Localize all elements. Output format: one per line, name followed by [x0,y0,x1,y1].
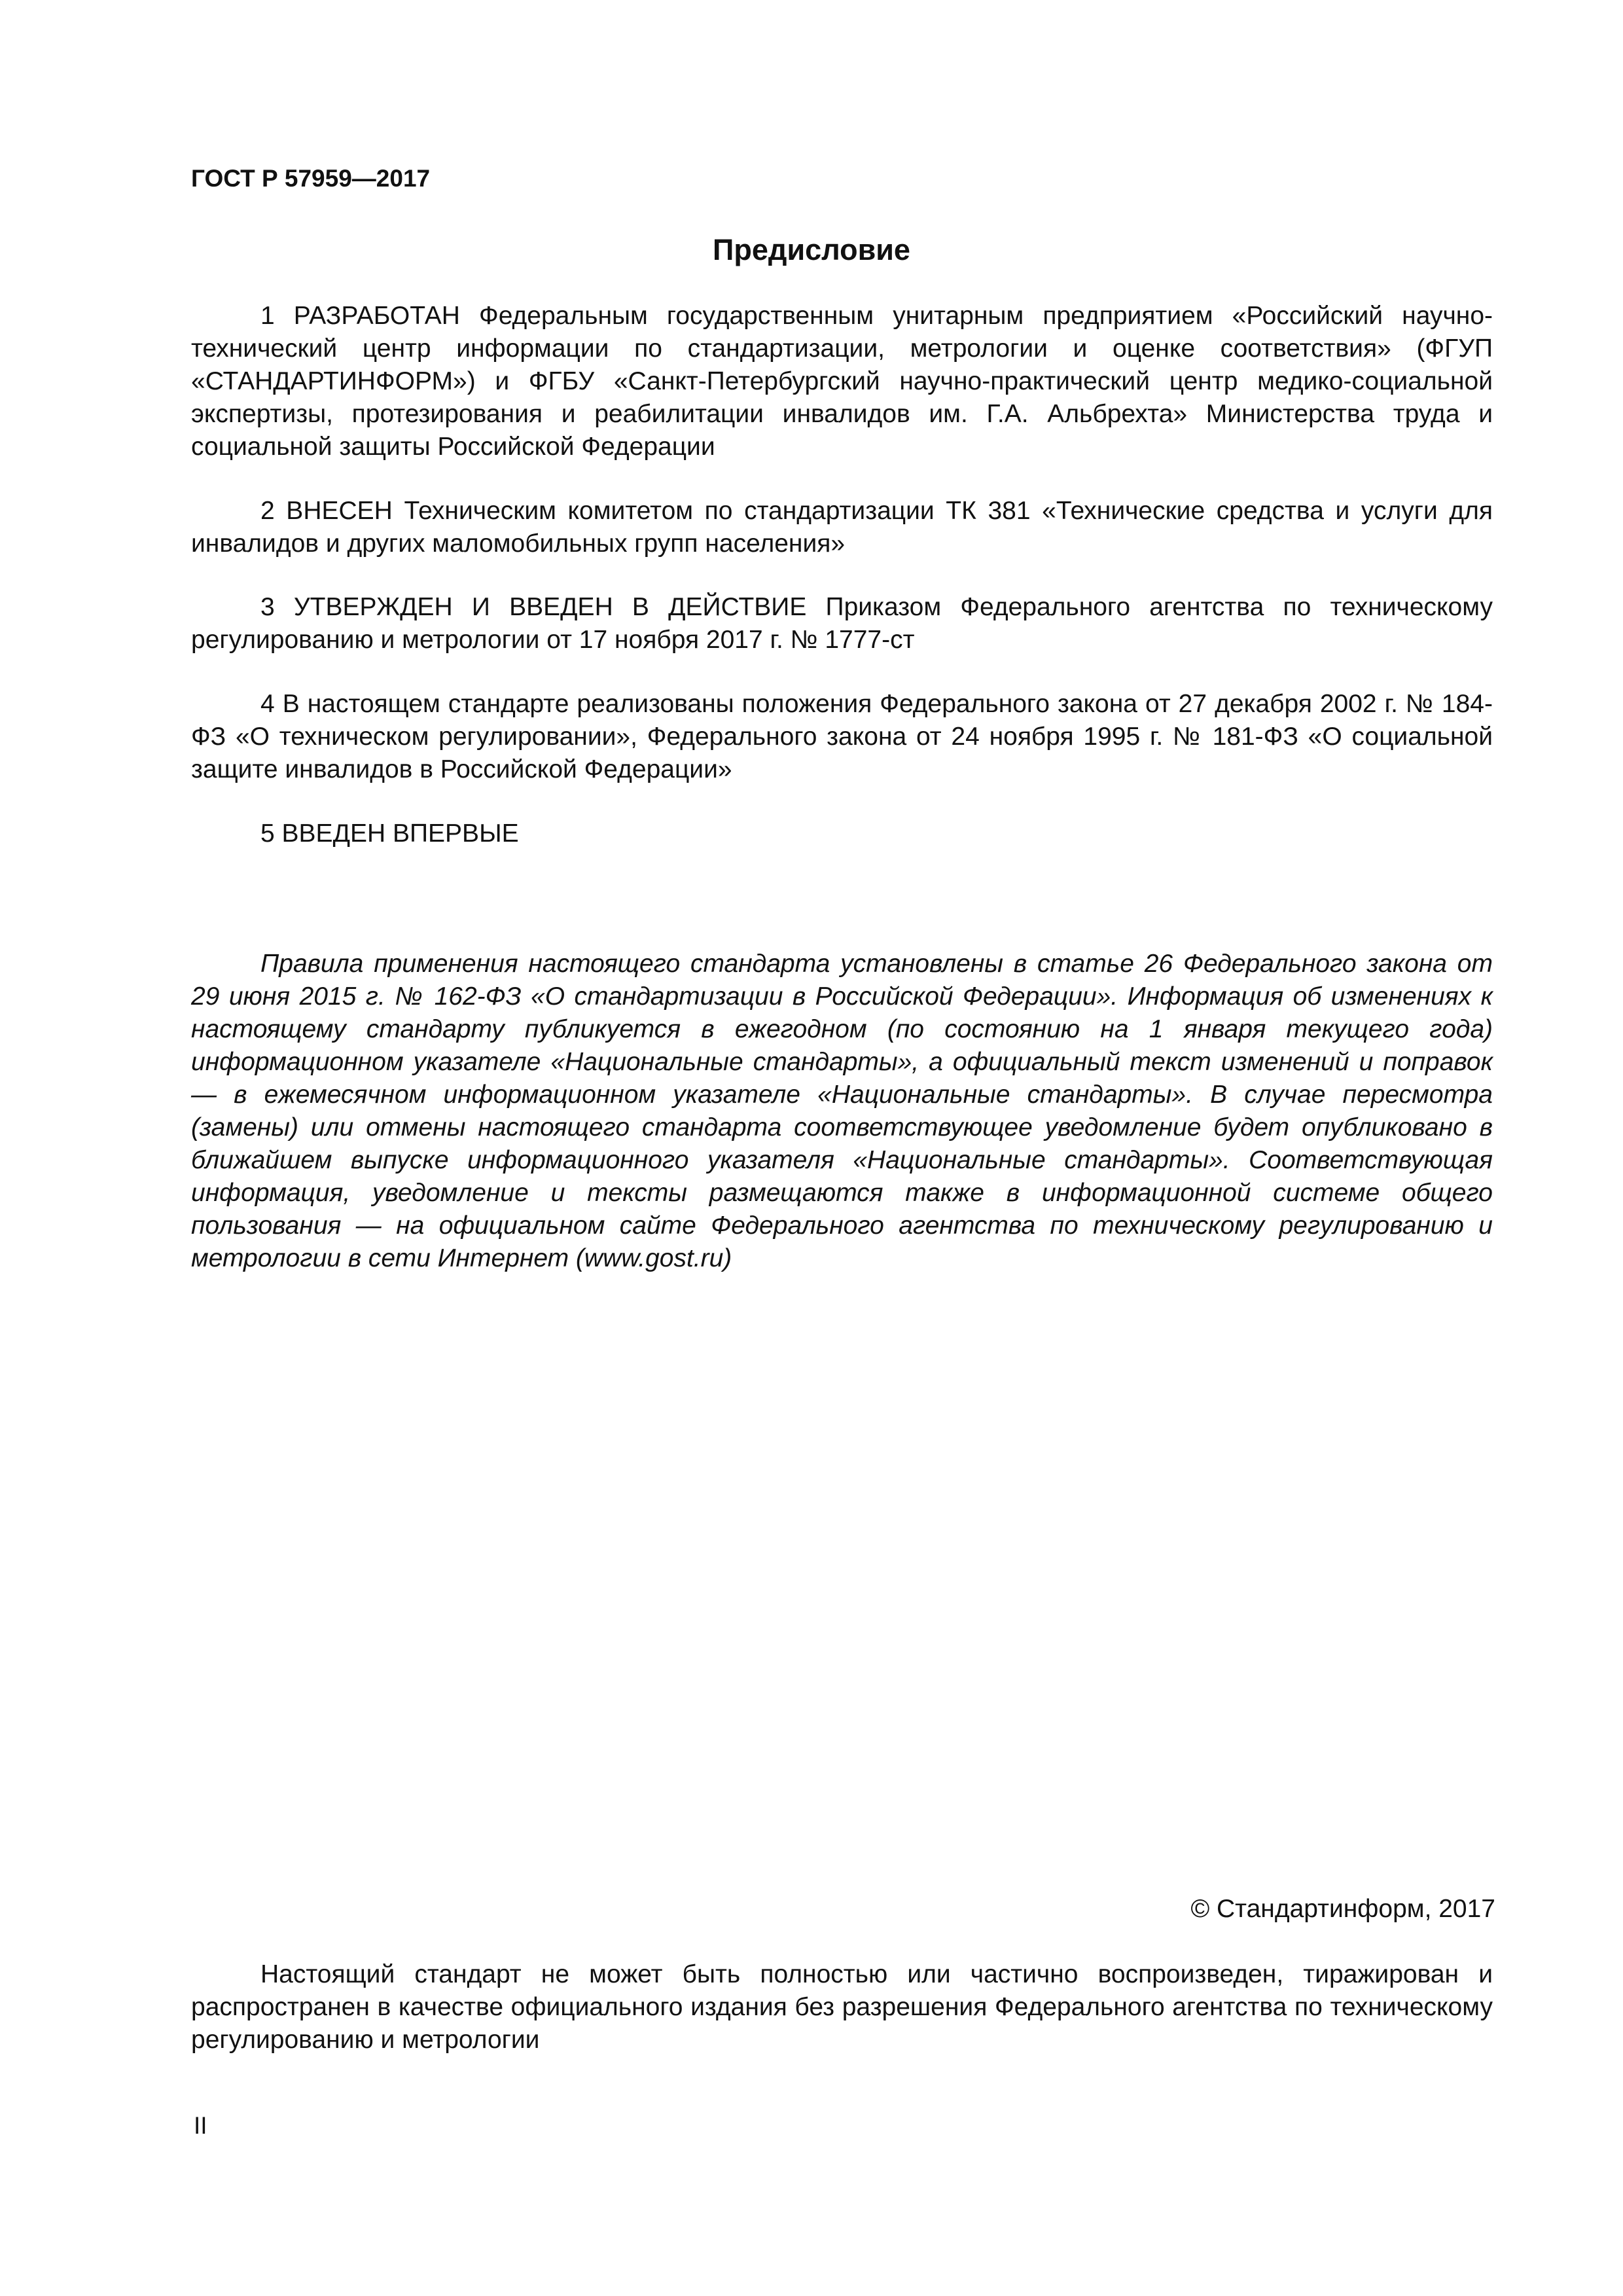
page-title: Предисловие [713,233,910,266]
foreword-item-2: 2 ВНЕСЕН Техническим комитетом по стандартизации ТК 381 «Технические средства и услуги для инвалидов и других маломобильных групп населения» [191,497,1493,558]
foreword-item-4: 4 В настоящем стандарте реализованы положения Федерального закона от 27 декабря 2002 г. № 184-ФЗ «О техническом регулировании», Федерального закона от 24 ноября 1995 г. № 181-ФЗ «О социальной защите инвалидов в Российской Федерации» [191,690,1493,783]
reproduction-notice: Настоящий стандарт не может быть полностью или частично воспроизведен, тиражирован и распространен в качестве официального издания без разрешения Федерального агентства по техническому регулированию и метрологии [191,1960,1493,2054]
copyright-notice: © Стандартинформ, 2017 [1190,1895,1495,1923]
rules-notice: Правила применения настоящего стандарта установлены в статье 26 Федерального закона от 29 июня 2015 г. № 162-ФЗ «О стандартизации в Российской Федерации». Информация об изменениях к настоящему стандарту публикуется в ежегодном (по состоянию на 1 января текущего года) информационном указателе «Национальные стандарты», а официальный текст изменений и поправок — в ежемесячном информационном указателе «Национальные стандарты». В случае пересмотра (замены) или отмены настоящего стандарта соответствующее уведомление будет опубликовано в ближайшем выпуске информационного указателя «Национальные стандарты». Соответствующая информация, уведомление и тексты размещаются также в информационной системе общего пользования — на официальном сайте Федерального агентства по техническому регулированию и метрологии в сети Интернет (www.gost.ru) [191,950,1493,1272]
foreword-item-3: 3 УТВЕРЖДЕН И ВВЕДЕН В ДЕЙСТВИЕ Приказом Федерального агентства по техническому регулированию и метрологии от 17 ноября 2017 г. № 1777-ст [191,593,1493,654]
page-number: II [194,2112,207,2139]
foreword-item-5: 5 ВВЕДЕН ВПЕРВЫЕ [260,819,519,848]
foreword-item-1: 1 РАЗРАБОТАН Федеральным государственным унитарным предприятием «Российский научно-технический центр информации по стандартизации, метрологии и оценке соответствия» (ФГУП «СТАНДАРТИНФОРМ») и ФГБУ «Санкт-Петербургский научно-практический центр медико-социальной экспертизы, протезирования и реабилитации инвалидов им. Г.А. Альбрехта» Министерства труда и социальной защиты Российской Федерации [191,302,1493,461]
document-code: ГОСТ Р 57959—2017 [191,165,431,192]
